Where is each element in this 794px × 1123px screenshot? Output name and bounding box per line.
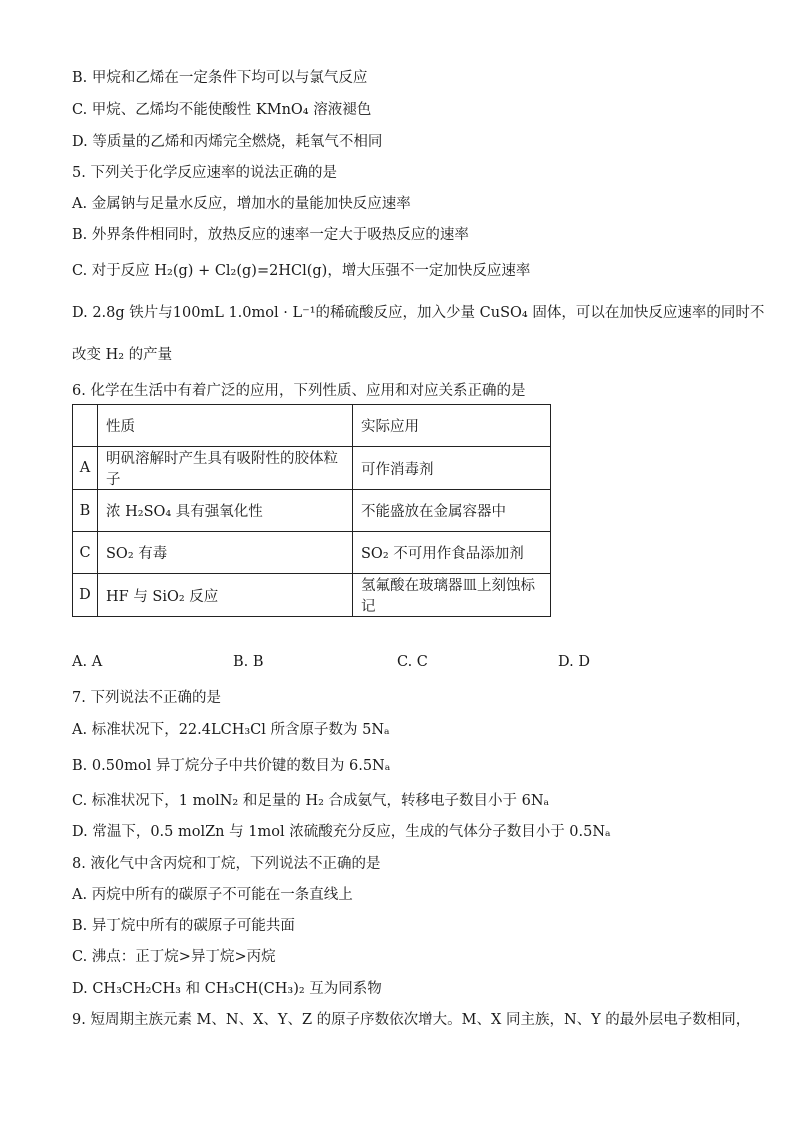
q4-option-c: C. 甲烷、乙烯均不能使酸性 KMnO₄ 溶液褪色 bbox=[72, 102, 372, 118]
q5-stem: 5. 下列关于化学反应速率的说法正确的是 bbox=[72, 165, 337, 181]
table-header-cell bbox=[73, 405, 98, 447]
q6-stem: 6. 化学在生活中有着广泛的应用，下列性质、应用和对应关系正确的是 bbox=[72, 383, 526, 399]
table-cell: 不能盛放在金属容器中 bbox=[353, 490, 551, 532]
table-header-cell: 实际应用 bbox=[353, 405, 551, 447]
q9-stem: 9. 短周期主族元素 M、N、X、Y、Z 的原子序数依次增大。M、X 同主族，N、Y 的最外层电子数相同， bbox=[72, 1012, 751, 1028]
q7-option-d: D. 常温下，0.5 molZn 与 1mol 浓硫酸充分反应，生成的气体分子数目小于 0.5Nₐ bbox=[72, 824, 611, 840]
table-row bbox=[73, 574, 551, 617]
q5-option-a: A. 金属钠与足量水反应，增加水的量能加快反应速率 bbox=[72, 196, 411, 212]
q5-option-d-line1: D. 2.8g 铁片与100mL 1.0mol · L⁻¹的稀硫酸反应，加入少量 CuSO₄ 固体，可以在加快反应速率的同时不 bbox=[72, 305, 765, 321]
table-cell: B bbox=[73, 490, 98, 532]
q8-stem: 8. 液化气中含丙烷和丁烷，下列说法不正确的是 bbox=[72, 856, 381, 872]
table-cell: D bbox=[73, 574, 98, 617]
table-row bbox=[73, 532, 551, 574]
q6-answer-d: D. D bbox=[558, 654, 590, 670]
table-header-row bbox=[73, 405, 551, 447]
q6-answer-b: B. B bbox=[233, 654, 264, 670]
table-header-cell: 性质 bbox=[98, 405, 353, 447]
q6-answer-a: A. A bbox=[72, 654, 103, 670]
q5-option-b: B. 外界条件相同时，放热反应的速率一定大于吸热反应的速率 bbox=[72, 227, 469, 243]
q5-option-c: C. 对于反应 H₂(g) + Cl₂(g)=2HCl(g)，增大压强不一定加快反应速率 bbox=[72, 263, 531, 279]
q7-option-c: C. 标准状况下，1 molN₂ 和足量的 H₂ 合成氨气，转移电子数目小于 6Nₐ bbox=[72, 793, 550, 809]
table-cell: A bbox=[73, 447, 98, 490]
q5-option-d-line2: 改变 H₂ 的产量 bbox=[72, 347, 173, 363]
q7-option-b: B. 0.50mol 异丁烷分子中共价键的数目为 6.5Nₐ bbox=[72, 758, 391, 774]
table-cell: SO₂ 有毒 bbox=[98, 532, 353, 574]
q6-table bbox=[72, 404, 551, 617]
q8-option-c: C. 沸点：正丁烷>异丁烷>丙烷 bbox=[72, 949, 276, 965]
q8-option-d: D. CH₃CH₂CH₃ 和 CH₃CH(CH₃)₂ 互为同系物 bbox=[72, 981, 382, 997]
q4-option-d: D. 等质量的乙烯和丙烯完全燃烧，耗氧气不相同 bbox=[72, 134, 383, 150]
table-row bbox=[73, 490, 551, 532]
q7-option-a: A. 标准状况下，22.4LCH₃Cl 所含原子数为 5Nₐ bbox=[72, 722, 390, 738]
table-cell: 可作消毒剂 bbox=[353, 447, 551, 490]
q4-option-b: B. 甲烷和乙烯在一定条件下均可以与氯气反应 bbox=[72, 70, 368, 86]
table-row bbox=[73, 447, 551, 490]
table-cell: HF 与 SiO₂ 反应 bbox=[98, 574, 353, 617]
table-cell: SO₂ 不可用作食品添加剂 bbox=[353, 532, 551, 574]
q8-option-b: B. 异丁烷中所有的碳原子可能共面 bbox=[72, 918, 295, 934]
table-cell: C bbox=[73, 532, 98, 574]
table-cell: 明矾溶解时产生具有吸附性的胶体粒子 bbox=[98, 447, 353, 490]
q6-answer-c: C. C bbox=[397, 654, 428, 670]
table-cell: 浓 H₂SO₄ 具有强氧化性 bbox=[98, 490, 353, 532]
table-cell: 氢氟酸在玻璃器皿上刻蚀标记 bbox=[353, 574, 551, 617]
q8-option-a: A. 丙烷中所有的碳原子不可能在一条直线上 bbox=[72, 887, 353, 903]
q7-stem: 7. 下列说法不正确的是 bbox=[72, 690, 221, 706]
